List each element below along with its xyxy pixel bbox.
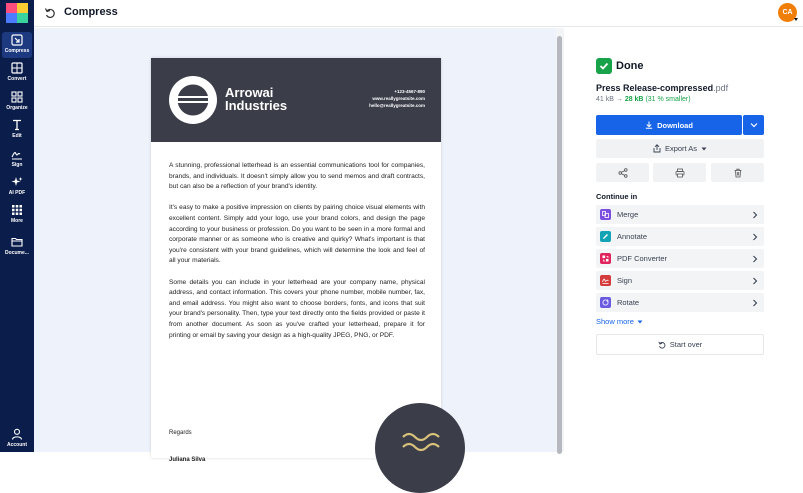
rail-label: Compress — [4, 48, 30, 54]
rail-item-convert[interactable] — [2, 60, 32, 86]
rail-label: Edit — [12, 133, 22, 139]
sign-icon — [600, 275, 611, 286]
ai-sparkle-icon — [11, 176, 23, 188]
delete-button[interactable] — [711, 163, 764, 182]
app-logo[interactable] — [6, 3, 28, 23]
status-label: Done — [616, 60, 644, 72]
download-options-button[interactable] — [743, 115, 764, 135]
result-panel — [564, 28, 803, 452]
continue-pdf-converter[interactable]: PDF Converter — [596, 249, 764, 268]
rail-label: Account — [7, 442, 27, 448]
continue-in-label: Continue in — [596, 192, 638, 201]
scrollbar-thumb[interactable] — [557, 36, 562, 454]
sign-icon — [11, 148, 23, 160]
share-button[interactable] — [596, 163, 649, 182]
rail-label: Sign — [11, 162, 23, 168]
rail-label: Docume... — [5, 250, 29, 256]
compress-icon — [11, 34, 23, 46]
rail-label: Organize — [6, 105, 28, 111]
organize-icon — [11, 91, 23, 103]
share-icon — [618, 168, 628, 178]
page-title: Compress — [64, 6, 118, 18]
annotate-icon — [600, 231, 611, 242]
pdf-converter-icon — [600, 253, 611, 264]
continue-annotate[interactable]: Annotate — [596, 227, 764, 246]
chevron-down-icon — [750, 122, 758, 128]
chevron-right-icon — [751, 255, 759, 263]
export-as-button[interactable]: Export As — [596, 139, 764, 158]
export-icon — [653, 144, 661, 153]
trash-icon — [733, 168, 743, 178]
merge-icon — [600, 209, 611, 220]
chevron-right-icon — [751, 211, 759, 219]
left-rail — [0, 0, 34, 452]
top-bar — [34, 0, 803, 27]
rail-label: More — [11, 218, 23, 224]
chevron-right-icon — [751, 277, 759, 285]
more-grid-icon — [11, 204, 23, 216]
company-name: Arrowai Industries — [225, 85, 288, 113]
check-icon — [596, 58, 612, 74]
letter-paragraph: It's easy to make a positive impression on clients by pairing choice visual elements with excellent content. Simply add your logo, use your brand colors, and design the page according to your business or profession. Do you want to be seen in a more formal and corporate manner or as someone who is creative and quirky? What's important is that you're consistent with your brand guidelines, which will determine the look and feel of all your materials. — [169, 204, 425, 265]
folder-icon — [11, 236, 23, 248]
avatar-caret-icon — [794, 18, 798, 21]
output-filename: Press Release-compressed.pdf — [596, 83, 729, 93]
download-button[interactable]: Download — [596, 115, 742, 135]
rail-label: Convert — [7, 76, 27, 82]
print-icon — [675, 168, 685, 178]
convert-icon — [11, 62, 23, 74]
caret-down-icon — [701, 147, 707, 151]
letter-regards: Regards — [169, 430, 192, 436]
continue-rotate[interactable]: Rotate — [596, 293, 764, 312]
show-more-link[interactable]: Show more — [596, 317, 643, 326]
letterhead-header — [151, 58, 441, 142]
restart-icon — [658, 341, 666, 349]
rail-item-compress[interactable] — [2, 32, 32, 58]
letter-signer: Juliana Silva — [169, 457, 206, 463]
contact-info: +123-4567-890 www.reallygreatsite.com hello@reallygreatsite.com — [369, 89, 425, 108]
rail-item-organize[interactable] — [2, 89, 32, 115]
continue-sign[interactable]: Sign — [596, 271, 764, 290]
rail-item-more[interactable] — [2, 202, 32, 228]
chevron-right-icon — [751, 299, 759, 307]
rail-item-sign[interactable] — [2, 146, 32, 172]
rail-item-ai-pdf[interactable] — [2, 174, 32, 200]
document-page — [151, 58, 441, 463]
account-icon — [11, 428, 23, 440]
caret-down-icon — [637, 320, 643, 324]
continue-merge[interactable]: Merge — [596, 205, 764, 224]
letter-paragraph: A stunning, professional letterhead is an essential communications tool for companies, brands, and individuals. It doesn't simply allow you to send memos and draft contracts, but can also be a reflection of your brand's identity. — [169, 162, 425, 191]
document-preview — [34, 28, 556, 463]
rail-item-edit[interactable] — [2, 117, 32, 143]
edit-icon — [11, 119, 23, 131]
decorative-circle-icon — [375, 403, 465, 493]
rotate-icon — [600, 297, 611, 308]
rail-label: AI PDF — [8, 190, 26, 196]
rail-item-account[interactable] — [2, 426, 32, 452]
size-summary: 41 kB → 28 kB (31 % smaller) — [596, 96, 691, 103]
download-icon — [645, 121, 653, 129]
letter-body — [169, 161, 425, 352]
rail-item-documents[interactable] — [2, 234, 32, 260]
chevron-right-icon — [751, 233, 759, 241]
print-button[interactable] — [653, 163, 706, 182]
start-over-button[interactable]: Start over — [596, 334, 764, 355]
company-logo-icon — [168, 75, 218, 125]
letter-paragraph: Some details you can include in your letterhead are your company name, physical address, and contact information. This covers your phone number, mobile number, fax, and email address. You might also want to choose borders, fonts, and icons that suit your brand's personality. Then, type your text directly onto the fields provided or paste it from another document. As soon as you've crafted your letterhead, prepare it for printing or email by saving your design as a high-quality JPEG, PNG, or PDF. — [169, 278, 425, 339]
undo-icon[interactable] — [44, 7, 56, 19]
avatar[interactable]: CA — [778, 3, 797, 22]
preview-scrollbar[interactable] — [556, 28, 564, 452]
